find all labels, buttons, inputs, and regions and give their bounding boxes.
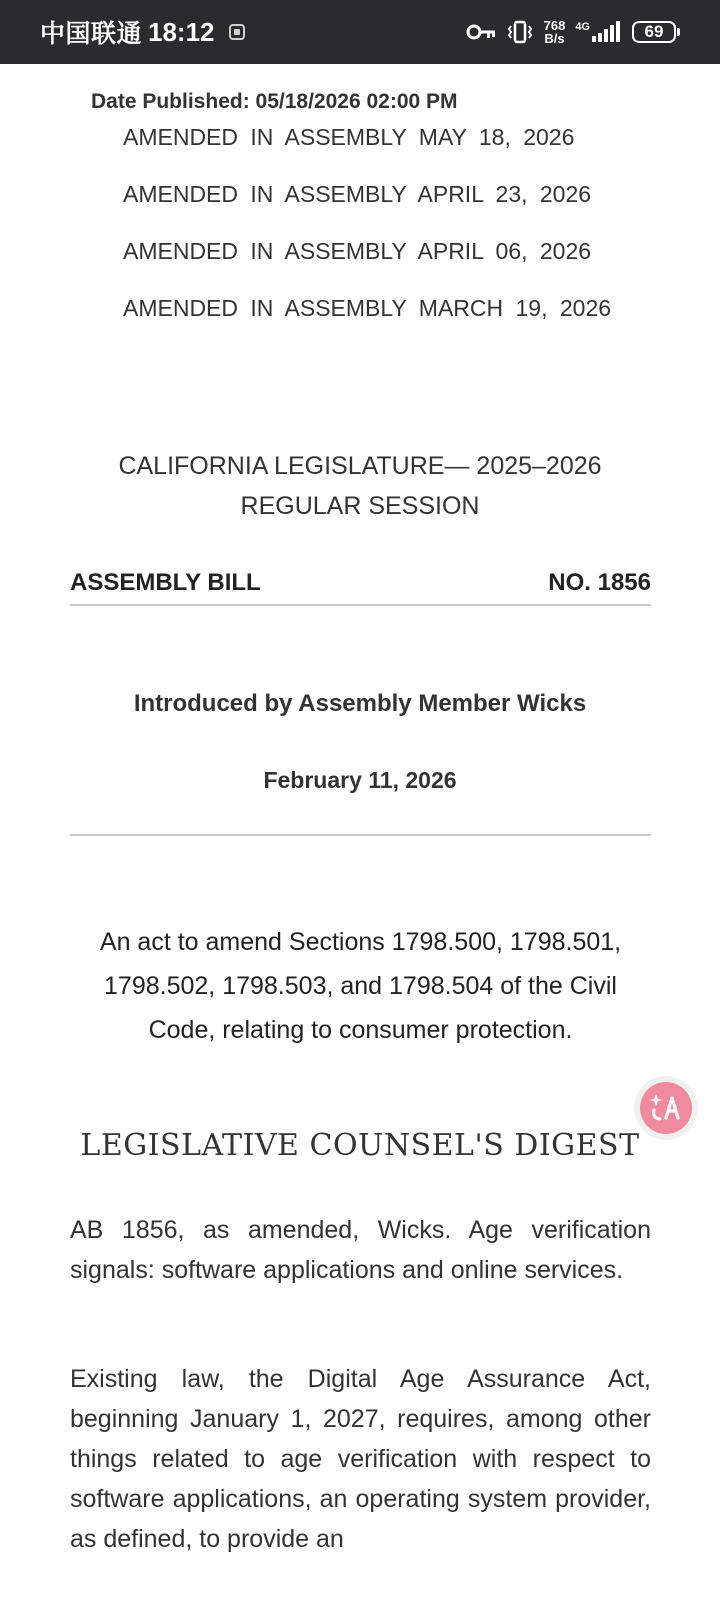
network-type: 4G [575, 21, 590, 33]
status-icons [466, 19, 680, 45]
clock-time: 18:12 [148, 16, 215, 47]
amendment-line: AMENDED IN ASSEMBLY APRIL 06, 2026 [123, 238, 592, 264]
digest-heading: LEGISLATIVE COUNSEL'S DIGEST [80, 1128, 640, 1163]
battery-tip [677, 28, 680, 36]
divider [70, 604, 651, 606]
act-title: An act to amend Sections 1798.500, 1798.501, 1798.502, 1798.503, and 1798.504 of the Civil Code, relating to consumer protection. [99, 928, 622, 1044]
vibrate-icon [506, 20, 534, 44]
key-icon [466, 23, 496, 41]
session-line: REGULAR SESSION [240, 492, 480, 520]
battery-level: 69 [632, 21, 676, 43]
translate-icon [648, 1088, 684, 1129]
legislature-line: CALIFORNIA LEGISLATURE— 2025–2026 [118, 452, 602, 480]
network-speed-unit: B/s [544, 31, 565, 46]
battery-indicator [632, 21, 680, 43]
amendment-line: AMENDED IN ASSEMBLY APRIL 23, 2026 [123, 181, 592, 207]
introduced-by: Introduced by Assembly Member Wicks [133, 690, 587, 717]
notification-icon [229, 24, 245, 40]
bill-type: ASSEMBLY BILL [70, 569, 261, 596]
digest-paragraph: AB 1856, as amended, Wicks. Age verification signals: software applications and online services. [70, 1216, 651, 1284]
signal-icon [592, 21, 622, 43]
status-bar [0, 0, 720, 64]
bill-identifier [70, 569, 651, 597]
network-speed-value: 768 [543, 18, 566, 33]
introduced-date: February 11, 2026 [263, 767, 457, 793]
digest-paragraph: Existing law, the Digital Age Assurance Act, beginning January 1, 2027, requires, among other things related to age verification with respect to software applications, an operating system provider, as defined, to provide an [70, 1365, 651, 1553]
legislature-session [0, 446, 720, 526]
network-speed [544, 19, 566, 45]
cellular-status [575, 21, 622, 43]
divider [70, 834, 651, 836]
date-published: Date Published: 05/18/2026 02:00 PM [91, 90, 458, 113]
bill-number: NO. 1856 [548, 569, 651, 596]
carrier-name: 中国联通 [40, 20, 143, 48]
translate-button[interactable] [640, 1082, 692, 1134]
amendment-line: AMENDED IN ASSEMBLY MARCH 19, 2026 [123, 295, 612, 321]
amendment-line: AMENDED IN ASSEMBLY MAY 18, 2026 [123, 124, 575, 150]
